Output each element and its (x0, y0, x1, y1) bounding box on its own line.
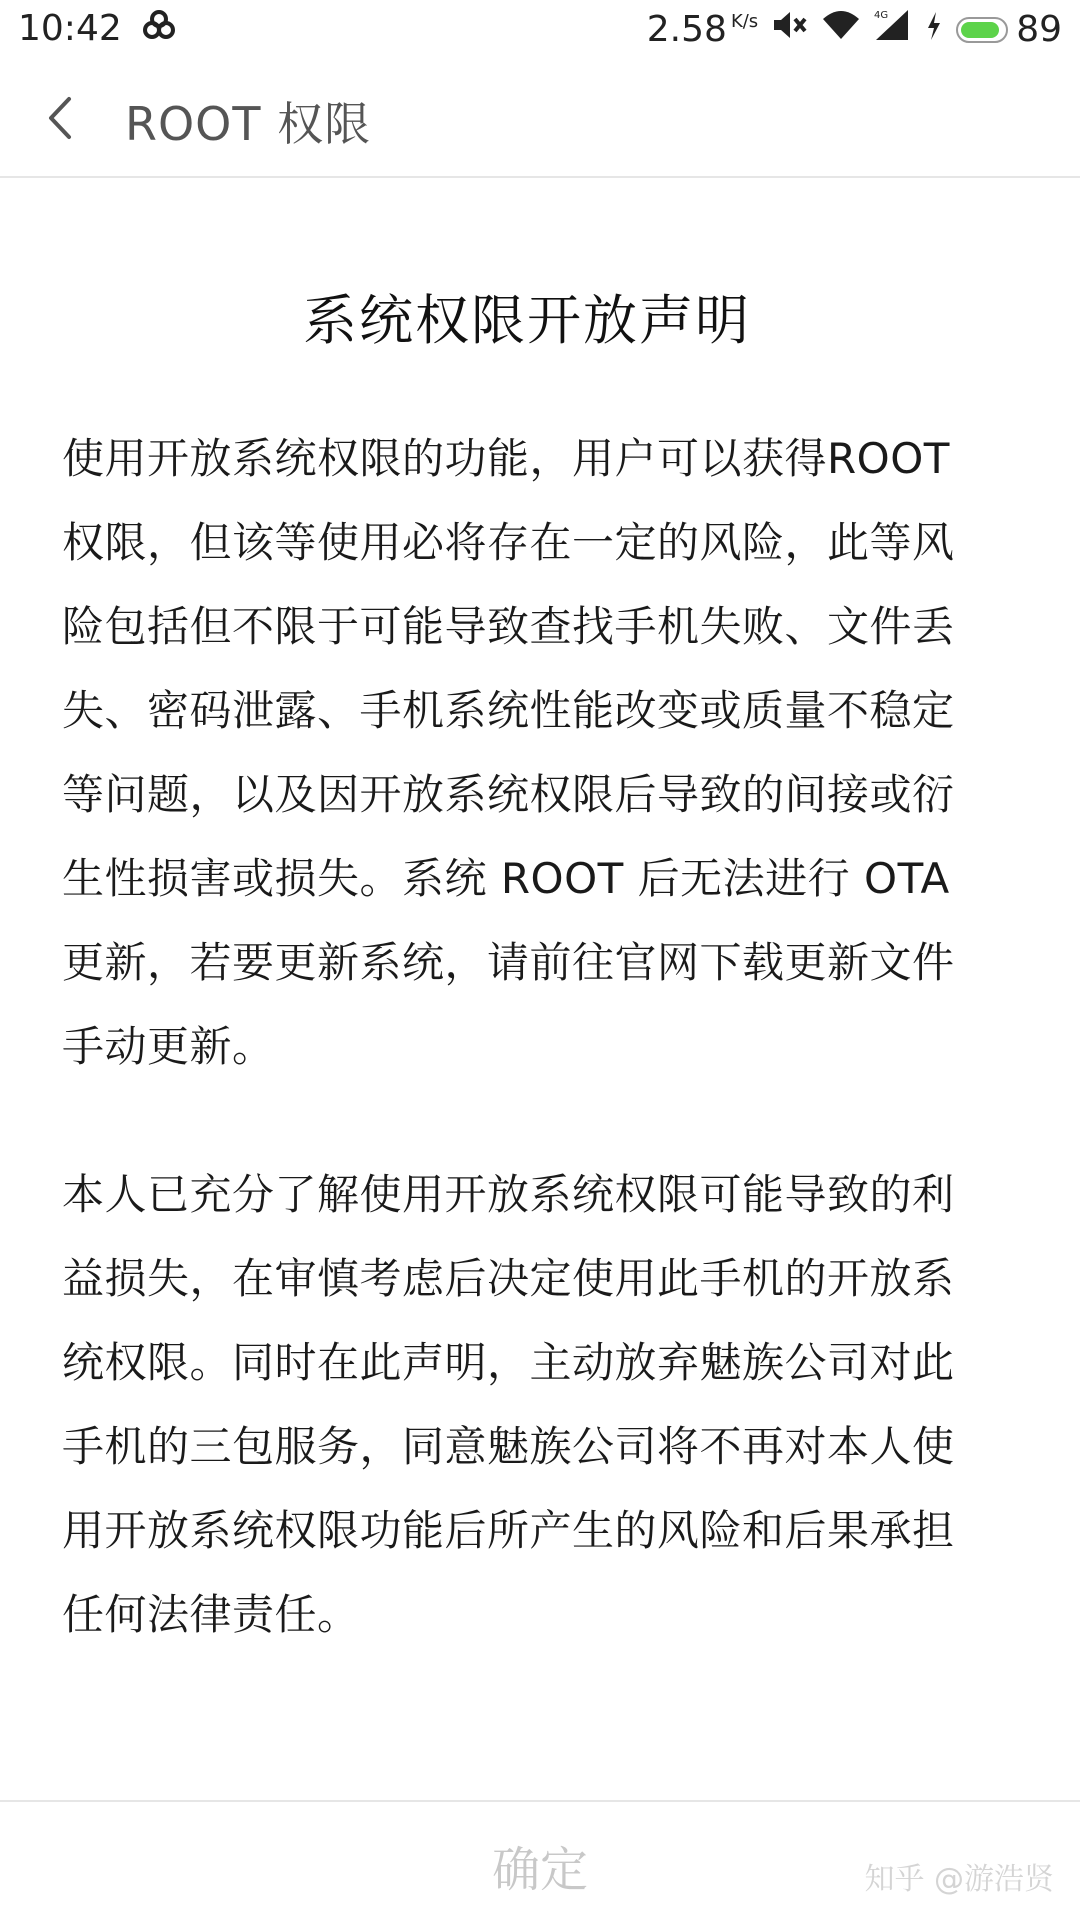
charging-icon (926, 9, 942, 50)
mute-icon (772, 9, 808, 50)
network-speed (647, 9, 758, 50)
battery (956, 9, 1062, 50)
watermark: 知乎 @游浩贤 (864, 1862, 1054, 1897)
chevron-left-icon (45, 96, 75, 144)
wifi-icon (822, 9, 860, 50)
confirm-button[interactable]: 确定 (440, 1830, 640, 1900)
status-left (18, 8, 176, 49)
back-button[interactable] (30, 90, 90, 150)
footer (0, 1800, 1080, 1920)
app-notification-icon (142, 8, 176, 49)
svg-text:4G: 4G (874, 10, 889, 21)
status-bar (0, 0, 1080, 60)
network-speed-unit: K/s (730, 11, 759, 32)
battery-fill (961, 22, 998, 38)
document-title: 系统权限开放声明 (303, 289, 751, 352)
battery-level: 89 (1016, 9, 1062, 50)
status-right (647, 8, 1062, 51)
page-title: ROOT 权限 (125, 97, 372, 151)
status-time: 10:42 (18, 8, 122, 49)
paragraph-1: 使用开放系统权限的功能，用户可以获得ROOT 权限，但该等使用必将存在一定的风险，此等风险包括但不限于可能导致查找手机失败、文件丢失、密码泄露、手机系统性能改变或质量不稳定等问题，以及因开放系统权限后导致的间接或衍生性损害或损失。系统 ROOT 后无法进行 OTA 更新，若要更新系统，请前往官网下载更新文件手动更新。 (62, 434, 955, 1071)
header (0, 60, 1080, 178)
paragraph-2: 本人已充分了解使用开放系统权限可能导致的利益损失，在审慎考虑后决定使用此手机的开放系统权限。同时在此声明，主动放弃魅族公司对此手机的三包服务，同意魅族公司将不再对本人使用开放系统权限功能后所产生的风险和后果承担任何法律责任。 (62, 1170, 955, 1639)
signal-4g-icon (874, 8, 912, 51)
network-speed-value: 2.58 (646, 9, 727, 50)
battery-icon (956, 17, 1008, 43)
content (62, 178, 992, 1657)
